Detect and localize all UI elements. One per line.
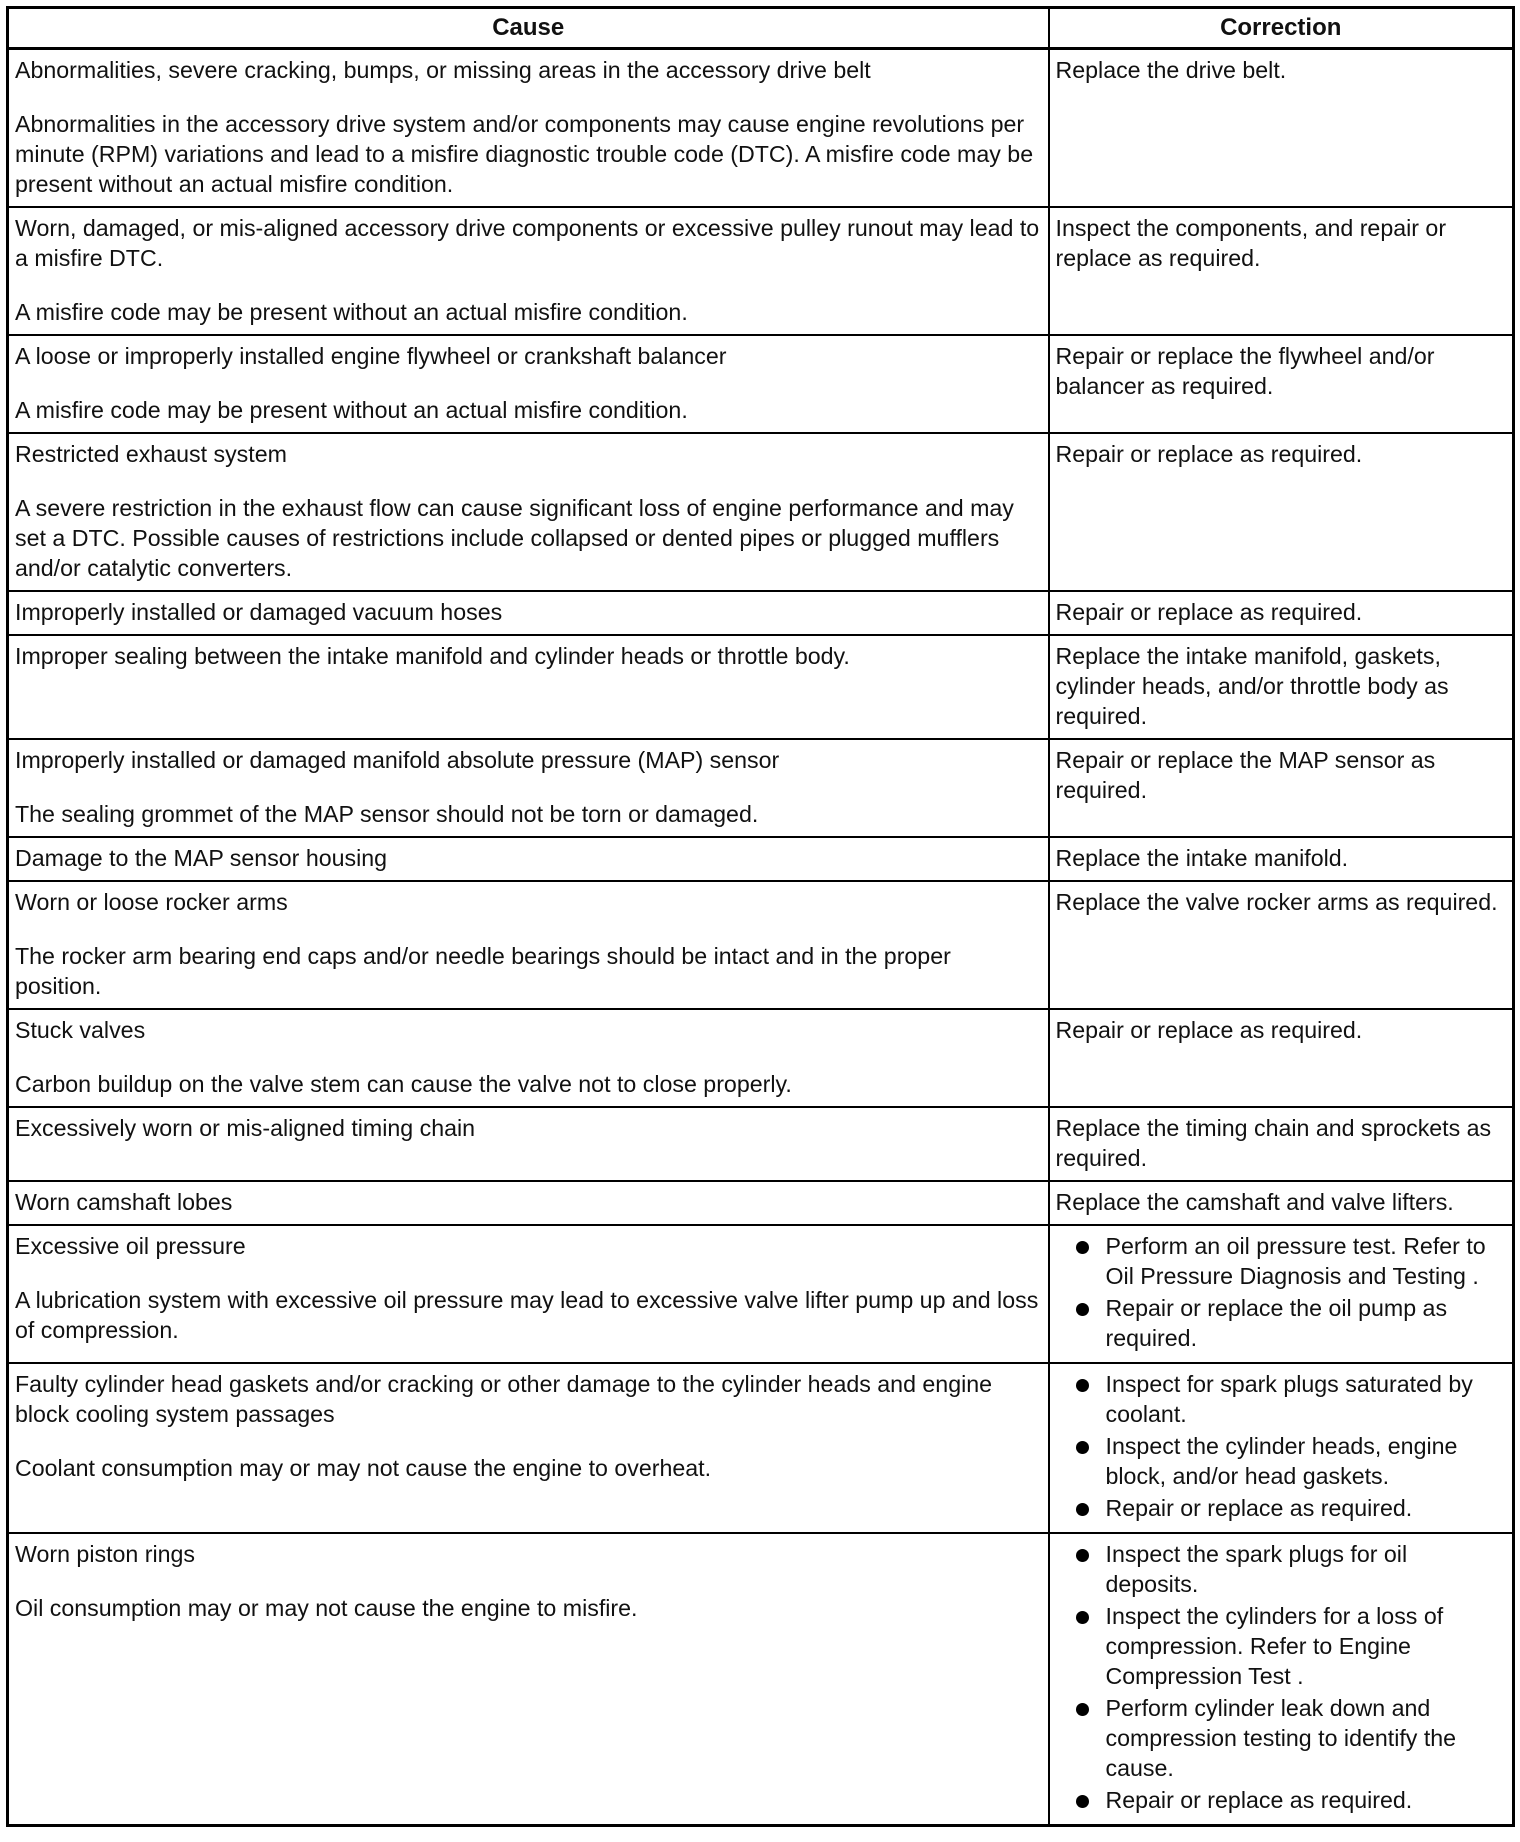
correction-bullet-item xyxy=(1056,1539,1507,1599)
correction-text: Replace the camshaft and valve lifters. xyxy=(1055,1189,1454,1215)
cause-cell xyxy=(8,881,1049,1009)
cause-text: Faulty cylinder head gaskets and/or cracking or other damage to the cylinder heads and engine block cooling system passages xyxy=(15,1371,993,1427)
table-row xyxy=(8,739,1514,837)
cause-text: Excessively worn or mis-aligned timing chain xyxy=(15,1115,476,1141)
correction-cell xyxy=(1049,49,1514,208)
cause-cell xyxy=(8,49,1049,208)
cause-text: Worn or loose rocker arms xyxy=(15,889,288,915)
correction-cell xyxy=(1049,207,1514,335)
table-row xyxy=(8,1181,1514,1225)
table-row xyxy=(8,881,1514,1009)
correction-cell xyxy=(1049,1533,1514,1826)
correction-cell xyxy=(1049,1107,1514,1181)
correction-cell xyxy=(1049,739,1514,837)
correction-text: Replace the drive belt. xyxy=(1055,57,1287,83)
bullet-dot-icon xyxy=(1076,1503,1089,1516)
correction-bullet-item xyxy=(1056,1693,1507,1783)
cause-text: Improper sealing between the intake manifold and cylinder heads or throttle body. xyxy=(15,643,850,669)
cause-cell xyxy=(8,1181,1049,1225)
correction-cell xyxy=(1049,433,1514,591)
bullet-dot-icon xyxy=(1076,1703,1089,1716)
correction-bullet-text: Repair or replace as required. xyxy=(1105,1495,1413,1521)
bullet-dot-icon xyxy=(1076,1303,1089,1316)
correction-text: Repair or replace as required. xyxy=(1055,441,1363,467)
correction-cell xyxy=(1049,591,1514,635)
correction-bullet-item xyxy=(1056,1431,1507,1491)
column-header-cause: Cause xyxy=(8,8,1049,49)
cause-note: The sealing grommet of the MAP sensor should not be torn or damaged. xyxy=(15,801,759,827)
correction-bullet-text: Repair or replace as required. xyxy=(1105,1787,1413,1813)
cause-cell xyxy=(8,739,1049,837)
correction-text: Repair or replace the MAP sensor as required. xyxy=(1055,747,1436,803)
table-row xyxy=(8,1225,1514,1363)
correction-cell xyxy=(1049,335,1514,433)
correction-text: Repair or replace as required. xyxy=(1055,1017,1363,1043)
cause-note: Carbon buildup on the valve stem can cause the valve not to close properly. xyxy=(15,1071,792,1097)
table-row xyxy=(8,1533,1514,1826)
table-row xyxy=(8,1363,1514,1533)
bullet-dot-icon xyxy=(1076,1795,1089,1808)
correction-cell xyxy=(1049,1009,1514,1107)
table-row xyxy=(8,49,1514,208)
column-header-correction: Correction xyxy=(1049,8,1514,49)
table-row xyxy=(8,1107,1514,1181)
cause-text: Worn camshaft lobes xyxy=(15,1189,233,1215)
correction-bullet-item xyxy=(1056,1369,1507,1429)
correction-cell xyxy=(1049,635,1514,739)
cause-text: A loose or improperly installed engine flywheel or crankshaft balancer xyxy=(15,343,727,369)
cause-cell xyxy=(8,1363,1049,1533)
table-header-row xyxy=(8,8,1514,49)
correction-bullet-item xyxy=(1056,1785,1507,1815)
correction-bullet-item xyxy=(1056,1601,1507,1691)
correction-cell xyxy=(1049,881,1514,1009)
cause-cell xyxy=(8,635,1049,739)
cause-cell xyxy=(8,1533,1049,1826)
correction-cell xyxy=(1049,837,1514,881)
cause-note: A severe restriction in the exhaust flow can cause significant loss of engine performance and may set a DTC. Possible causes of restrictions include collapsed or dented pipes or plugged mufflers and/or catalytic converters. xyxy=(15,495,1014,581)
cause-note: A lubrication system with excessive oil pressure may lead to excessive valve lifter pump up and loss of compression. xyxy=(15,1287,1039,1343)
table-row xyxy=(8,837,1514,881)
table-row xyxy=(8,591,1514,635)
cause-text: Improperly installed or damaged manifold absolute pressure (MAP) sensor xyxy=(15,747,780,773)
bullet-dot-icon xyxy=(1076,1241,1089,1254)
table-row xyxy=(8,433,1514,591)
table-row xyxy=(8,207,1514,335)
bullet-dot-icon xyxy=(1076,1549,1089,1562)
cause-text: Restricted exhaust system xyxy=(15,441,287,467)
correction-bullet-text: Repair or replace the oil pump as required. xyxy=(1105,1295,1448,1351)
cause-text: Abnormalities, severe cracking, bumps, or missing areas in the accessory drive belt xyxy=(15,57,871,83)
correction-bullet-item xyxy=(1056,1293,1507,1353)
correction-cell xyxy=(1049,1181,1514,1225)
cause-cell xyxy=(8,207,1049,335)
cause-cell xyxy=(8,591,1049,635)
correction-cell xyxy=(1049,1225,1514,1363)
cause-cell xyxy=(8,1225,1049,1363)
cause-text: Damage to the MAP sensor housing xyxy=(15,845,388,871)
correction-text: Inspect the components, and repair or replace as required. xyxy=(1055,215,1447,271)
cause-cell xyxy=(8,1107,1049,1181)
cause-text: Improperly installed or damaged vacuum hoses xyxy=(15,599,503,625)
correction-cell xyxy=(1049,1363,1514,1533)
correction-bullet-item xyxy=(1056,1493,1507,1523)
correction-bullet-text: Perform an oil pressure test. Refer to Oil Pressure Diagnosis and Testing . xyxy=(1105,1233,1486,1289)
table-body xyxy=(8,49,1514,1826)
cause-note: Abnormalities in the accessory drive system and/or components may cause engine revolutions per minute (RPM) variations and lead to a misfire diagnostic trouble code (DTC). A misfire code may be present without an actual misfire condition. xyxy=(15,111,1034,197)
cause-cell xyxy=(8,1009,1049,1107)
correction-bullet-text: Inspect the cylinders for a loss of compression. Refer to Engine Compression Test . xyxy=(1105,1603,1444,1689)
bullet-dot-icon xyxy=(1076,1379,1089,1392)
correction-bullet-list xyxy=(1056,1369,1507,1523)
correction-bullet-list xyxy=(1056,1539,1507,1815)
table-row xyxy=(8,335,1514,433)
cause-correction-table xyxy=(6,6,1515,1827)
cause-cell xyxy=(8,433,1049,591)
cause-text: Stuck valves xyxy=(15,1017,146,1043)
cause-note: Coolant consumption may or may not cause the engine to overheat. xyxy=(15,1455,712,1481)
table-row xyxy=(8,635,1514,739)
cause-note: The rocker arm bearing end caps and/or needle bearings should be intact and in the proper position. xyxy=(15,943,951,999)
correction-text: Repair or replace the flywheel and/or balancer as required. xyxy=(1055,343,1435,399)
diagnosis-document xyxy=(6,6,1512,1827)
correction-text: Replace the intake manifold. xyxy=(1055,845,1349,871)
cause-cell xyxy=(8,335,1049,433)
cause-note: A misfire code may be present without an actual misfire condition. xyxy=(15,397,688,423)
correction-bullet-text: Inspect for spark plugs saturated by coolant. xyxy=(1105,1371,1473,1427)
correction-text: Repair or replace as required. xyxy=(1055,599,1363,625)
cause-note: Oil consumption may or may not cause the engine to misfire. xyxy=(15,1595,638,1621)
bullet-dot-icon xyxy=(1076,1441,1089,1454)
correction-text: Replace the intake manifold, gaskets, cylinder heads, and/or throttle body as required. xyxy=(1055,643,1449,729)
correction-bullet-text: Inspect the cylinder heads, engine block, and/or head gaskets. xyxy=(1105,1433,1458,1489)
cause-cell xyxy=(8,837,1049,881)
cause-text: Worn, damaged, or mis-aligned accessory drive components or excessive pulley runout may lead to a misfire DTC. xyxy=(15,215,1040,271)
correction-text: Replace the timing chain and sprockets as required. xyxy=(1055,1115,1492,1171)
correction-bullet-list xyxy=(1056,1231,1507,1353)
correction-bullet-item xyxy=(1056,1231,1507,1291)
correction-bullet-text: Inspect the spark plugs for oil deposits. xyxy=(1105,1541,1408,1597)
cause-note: A misfire code may be present without an actual misfire condition. xyxy=(15,299,688,325)
bullet-dot-icon xyxy=(1076,1611,1089,1624)
correction-bullet-text: Perform cylinder leak down and compression testing to identify the cause. xyxy=(1105,1695,1457,1781)
correction-text: Replace the valve rocker arms as required. xyxy=(1055,889,1498,915)
cause-text: Excessive oil pressure xyxy=(15,1233,246,1259)
table-row xyxy=(8,1009,1514,1107)
cause-text: Worn piston rings xyxy=(15,1541,195,1567)
